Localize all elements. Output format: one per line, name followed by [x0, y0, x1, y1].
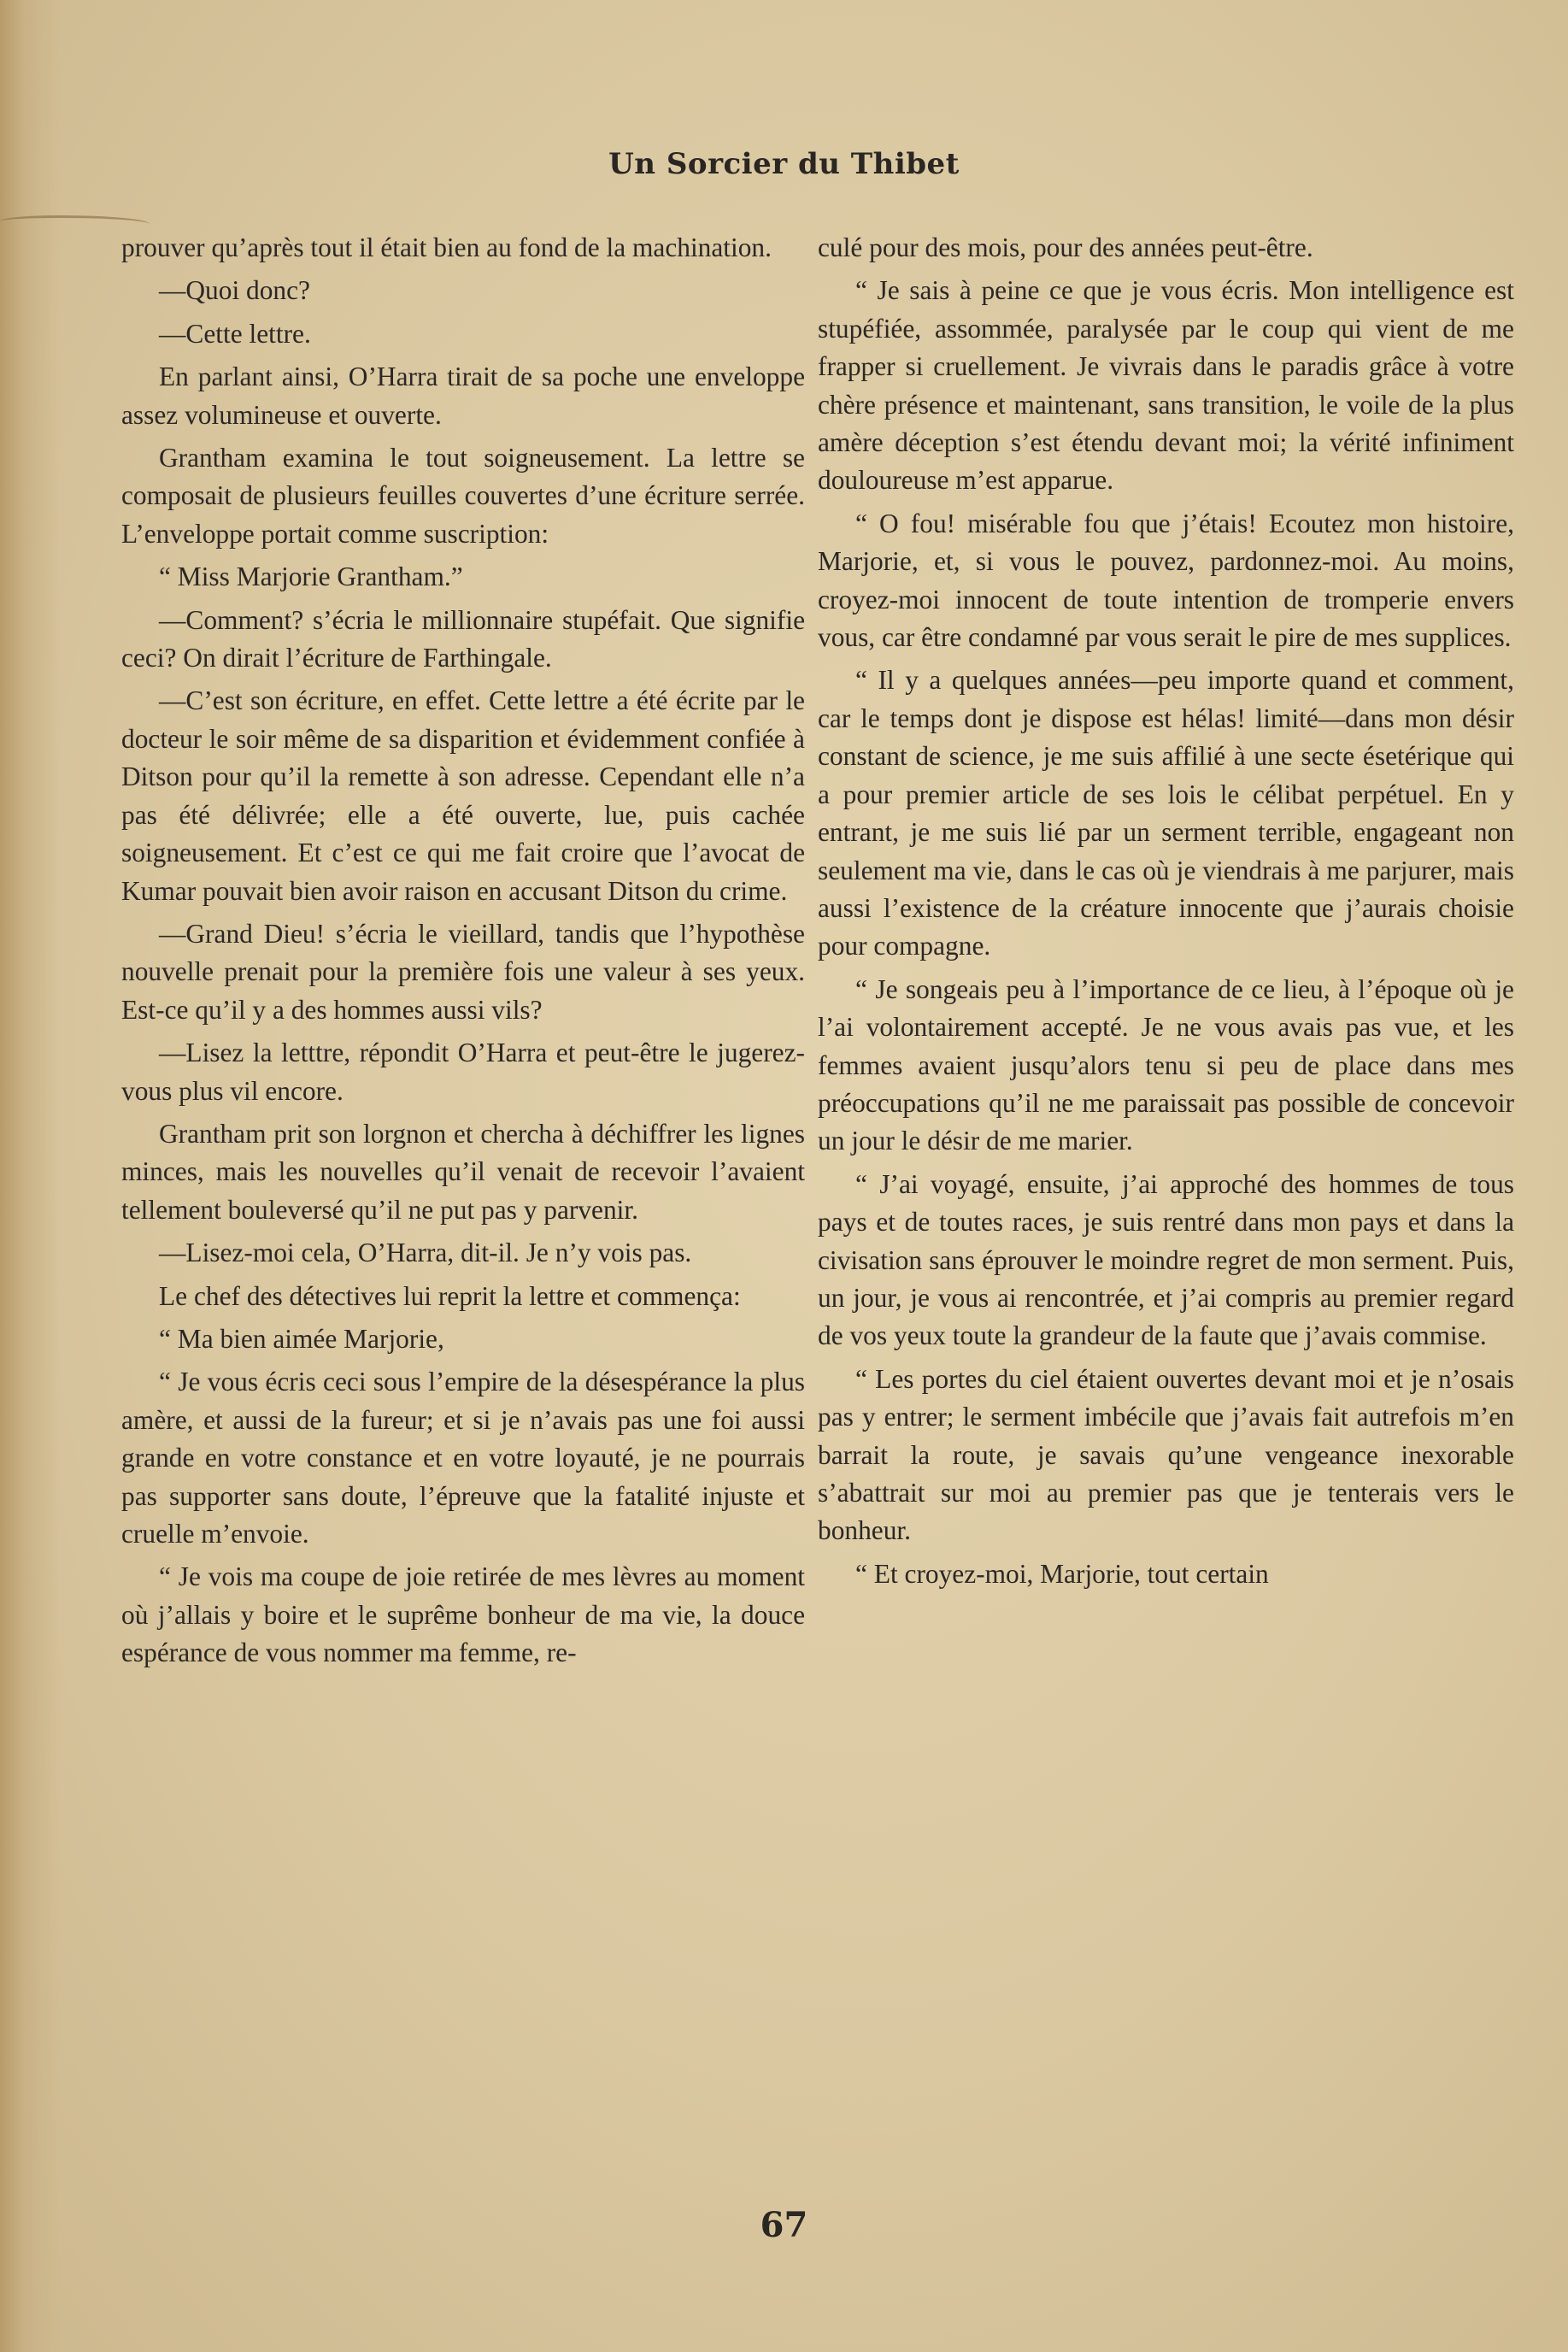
paragraph: En parlant ainsi, O’Harra tirait de sa poche une enveloppe assez volumineuse et ouverte. — [121, 362, 805, 430]
paragraph: “ Je vois ma coupe de joie retirée de mes lèvres au moment où j’allais y boire et le suprême bonheur de ma vie, la douce espérance de vous nommer ma femme, re- — [121, 1561, 805, 1668]
paragraph: prouver qu’après tout il était bien au fond de la machination. — [121, 232, 772, 262]
paragraph: “ O fou! misérable fou que j’étais! Ecoutez mon histoire, Marjorie, et, si vous le pouvez, pardonnez-moi. Au moins, croyez-moi innocent de toute intention de tromperie envers vous, car être condamné par vous serait le pire de mes supplices. — [818, 508, 1514, 653]
paragraph: “ Il y a quelques années—peu importe quand et comment, car le temps dont je dispose est hélas! limité—dans mon désir constant de science, je me suis affilié à une secte ésetérique qui a pour premier article de ses lois le célibat perpétuel. En y entrant, je me suis lié par un serment terrible, engageant non seulement ma vie, dans le cas où je viendrais à me parjurer, mais aussi l’existence de la créature innocente que j’aurais choisie pour compagne. — [818, 665, 1514, 961]
paragraph: “ Et croyez-moi, Marjorie, tout certain — [855, 1558, 1269, 1589]
paragraph: culé pour des mois, pour des années peut-être. — [818, 232, 1313, 262]
paragraph: “ Miss Marjorie Grantham.” — [159, 562, 463, 592]
paragraph: “ J’ai voyagé, ensuite, j’ai approché des hommes de tous pays et de toutes races, je suis rentré dans mon pays et dans la civisation sans éprouver le moindre regret de mon serment. Puis, un jour, je vous ai rencontrée, et j’ai compris au premier regard de vos yeux toute la grandeur de la faute que j’avais commise. — [818, 1168, 1514, 1351]
paragraph: Grantham prit son lorgnon et chercha à déchiffrer les lignes minces, mais les nouvelles qu’il venait de recevoir l’avaient tellement bouleversé qu’il ne put pas y parvenir. — [121, 1118, 805, 1225]
paragraph: —Lisez la letttre, répondit O’Harra et peut-être le jugerez-vous plus vil encore. — [121, 1038, 805, 1106]
paragraph: “ Je vous écris ceci sous l’empire de la désespérance la plus amère, et aussi de la fureur; et si je n’avais pas une foi aussi grande en votre constance et en votre loyauté, je ne pourrais pas supporter sans doute, l’épreuve que la fatalité injuste et cruelle m’envoie. — [121, 1367, 805, 1549]
page-gutter-shadow — [0, 0, 60, 2352]
paragraph: —Grand Dieu! s’écria le vieillard, tandis que l’hypothèse nouvelle prenait pour la première fois une valeur à ses yeux. Est-ce qu’il y a des hommes aussi vils? — [121, 918, 805, 1025]
running-head: Un Sorcier du Thibet — [608, 147, 960, 181]
left-text-column — [121, 229, 805, 1678]
paragraph: “ Ma bien aimée Marjorie, — [159, 1323, 444, 1354]
paragraph: “ Les portes du ciel étaient ouvertes devant moi et je n’osais pas y entrer; le serment imbécile que j’avais fait autrefois m’en barrait la route, je savais qu’une vengeance inexorable s’abattrait sur moi au premier pas que je tenterais vers le bonheur. — [818, 1363, 1514, 1546]
paragraph: —Comment? s’écria le millionnaire stupéfait. Que signifie ceci? On dirait l’écriture de Farthingale. — [121, 604, 805, 673]
paragraph: “ Je sais à peine ce que je vous écris. Mon intelligence est stupéfiée, assommée, paralysée par le coup qui vient de me frapper si cruellement. Je vivrais dans le paradis grâce à votre chère présence et maintenant, sans transition, le voile de la plus amère déception s’est étendu devant moi; la vérité infiniment douloureuse m’est apparue. — [818, 275, 1514, 496]
paragraph: “ Je songeais peu à l’importance de ce lieu, à l’époque où je l’ai volontairement accepté. Je ne vous avais pas vue, et les femmes avaient jusqu’alors tenu si peu de place dans mes préoccupations qu’il ne me paraissait pas possible de concevoir un jour le désir de me marier. — [818, 973, 1514, 1156]
paragraph: —Quoi donc? — [159, 275, 310, 306]
paragraph: —Cette lettre. — [159, 318, 311, 349]
paragraph: —Lisez-moi cela, O’Harra, dit-il. Je n’y vois pas. — [159, 1238, 692, 1268]
paper-fold-mark — [0, 215, 150, 230]
paragraph: Le chef des détectives lui reprit la lettre et commença: — [159, 1280, 741, 1311]
paragraph: Grantham examina le tout soigneusement. La lettre se composait de plusieurs feuilles couvertes d’une écriture serrée. L’enveloppe portait comme suscription: — [121, 443, 805, 549]
paragraph: —C’est son écriture, en effet. Cette lettre a été écrite par le docteur le soir même de sa disparition et évidemment confiée à Ditson pour qu’il la remette à son adresse. Cependant elle n’a pas été délivrée; elle a été ouverte, lue, puis cachée soigneusement. Et c’est ce qui me fait croire que l’avocat de Kumar pouvait bien avoir raison en accusant Ditson du crime. — [121, 685, 805, 906]
right-text-column — [818, 229, 1514, 1598]
page-number: 67 — [760, 2205, 808, 2245]
